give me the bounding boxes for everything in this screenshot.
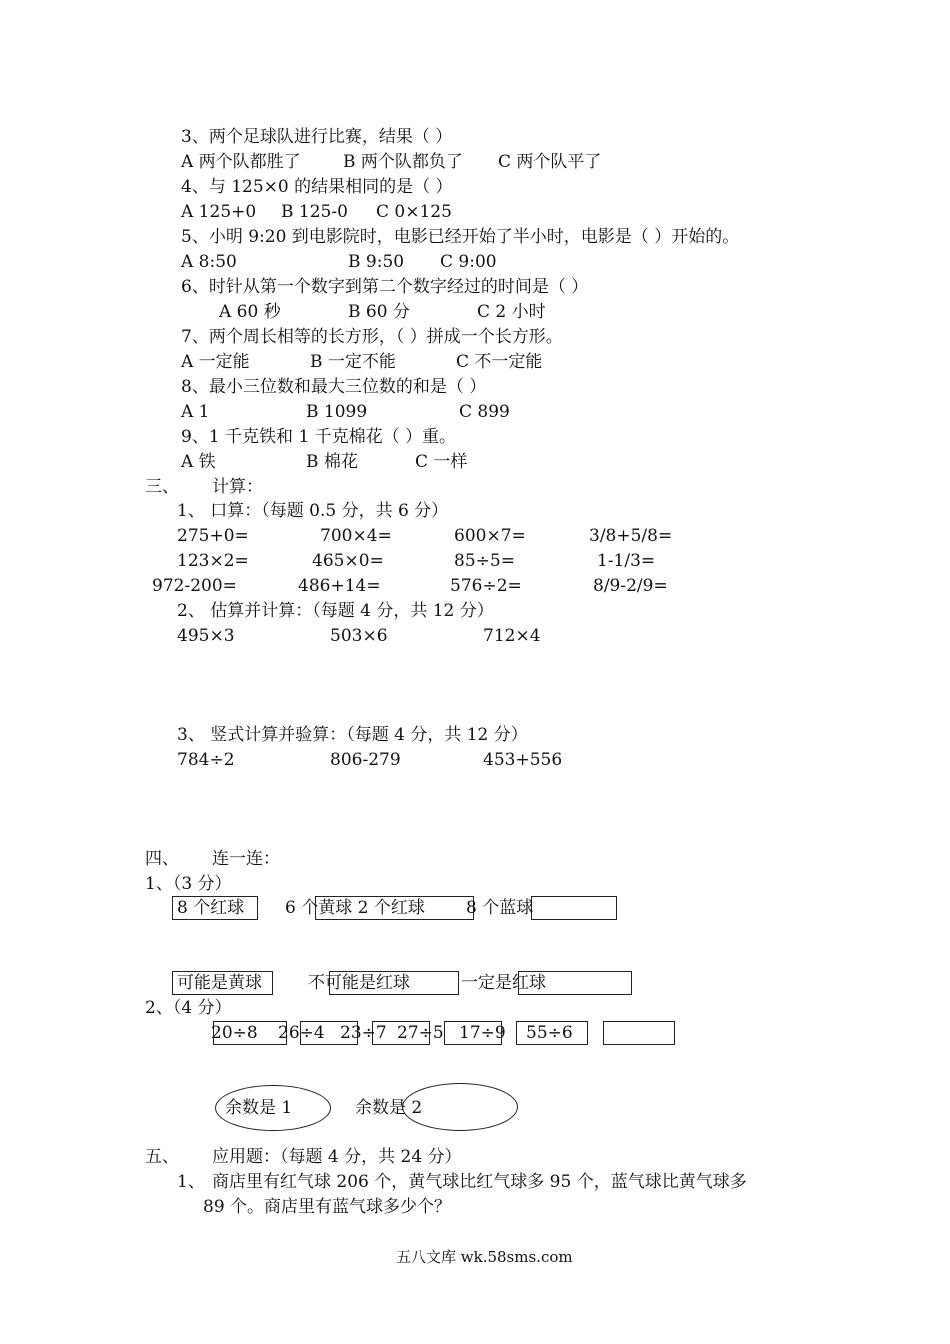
estimate-item: 503×6	[330, 626, 388, 646]
question-3-option-a: A 两个队都胜了	[181, 152, 301, 172]
question-4-option-a: A 125+0	[181, 202, 257, 222]
question-5-option-b: B 9:50	[348, 252, 405, 272]
question-8-option-a: A 1	[181, 402, 210, 422]
oral-calc-item: 3/8+5/8=	[589, 526, 673, 546]
division-item: 55÷6	[526, 1023, 573, 1043]
question-6-option-b: B 60 分	[348, 302, 410, 322]
section-4-number: 四、	[145, 849, 179, 869]
question-5-option-c: C 9:00	[440, 252, 497, 272]
match-item: 6 个黄球 2 个红球	[285, 898, 425, 918]
section-3-heading: 计算：	[212, 477, 263, 497]
matching-2-label: 2、（4 分）	[145, 998, 232, 1018]
division-item: 17÷9	[459, 1023, 506, 1043]
oral-calc-item: 486+14=	[298, 576, 381, 596]
division-box	[603, 1021, 675, 1045]
oral-calc-item: 123×2=	[177, 551, 249, 571]
match-item: 不可能是红球	[308, 973, 410, 993]
vertical-calc-title: 3、 竖式计算并验算：（每题 4 分，共 12 分）	[177, 725, 528, 745]
division-item: 20÷8	[211, 1023, 258, 1043]
question-6: 6、时针从第一个数字到第二个数字经过的时间是（ ）	[181, 277, 589, 297]
oral-calc-item: 8/9-2/9=	[593, 576, 668, 596]
match-item: 8 个红球	[177, 898, 245, 918]
oral-calc-item: 1-1/3=	[597, 551, 656, 571]
section-5-number: 五、	[145, 1147, 179, 1167]
question-5: 5、小明 9:20 到电影院时，电影已经开始了半小时，电影是（ ）开始的。	[181, 227, 740, 247]
oral-calc-item: 465×0=	[312, 551, 384, 571]
question-4-option-b: B 125-0	[281, 202, 348, 222]
word-problem-1-number: 1、	[177, 1172, 205, 1192]
question-7-option-a: A 一定能	[181, 352, 250, 372]
question-7: 7、两个周长相等的长方形，（ ）拼成一个长方形。	[181, 327, 563, 347]
question-7-option-b: B 一定不能	[310, 352, 396, 372]
vertical-calc-item: 806-279	[330, 750, 401, 770]
match-item: 一定是红球	[461, 973, 546, 993]
remainder-label: 余数是 1	[225, 1098, 293, 1118]
section-4-heading: 连一连：	[212, 849, 280, 869]
question-9-option-c: C 一样	[415, 452, 468, 472]
question-7-option-c: C 不一定能	[456, 352, 543, 372]
word-problem-1-text: 89 个。商店里有蓝气球多少个？	[203, 1197, 452, 1217]
question-4: 4、与 125×0 的结果相同的是（ ）	[181, 177, 453, 197]
question-3: 3、两个足球队进行比赛，结果（ ）	[181, 127, 453, 147]
match-item: 可能是黄球	[177, 973, 262, 993]
matching-1-label: 1、（3 分）	[145, 874, 232, 894]
division-item: 23÷7	[340, 1023, 387, 1043]
oral-calc-item: 700×4=	[320, 526, 392, 546]
vertical-calc-item: 784÷2	[177, 750, 235, 770]
section-5-heading: 应用题：（每题 4 分，共 24 分）	[212, 1147, 462, 1167]
remainder-label: 余数是 2	[355, 1098, 423, 1118]
oral-calc-item: 275+0=	[177, 526, 249, 546]
section-3-number: 三、	[145, 477, 179, 497]
question-9: 9、1 千克铁和 1 千克棉花（ ）重。	[181, 427, 457, 447]
estimate-item: 495×3	[177, 626, 235, 646]
oral-calc-item: 972-200=	[152, 576, 237, 596]
question-4-option-c: C 0×125	[376, 202, 452, 222]
word-problem-1-text: 商店里有红气球 206 个，黄气球比红气球多 95 个，蓝气球比黄气球多	[212, 1172, 747, 1192]
question-9-option-a: A 铁	[181, 452, 216, 472]
oral-calc-item: 600×7=	[454, 526, 526, 546]
division-item: 27÷5	[397, 1023, 444, 1043]
estimate-item: 712×4	[483, 626, 541, 646]
match-box	[531, 896, 617, 920]
question-5-option-a: A 8:50	[181, 252, 237, 272]
question-8-option-c: C 899	[459, 402, 510, 422]
question-3-option-c: C 两个队平了	[498, 152, 602, 172]
division-item: 26÷4	[278, 1023, 325, 1043]
question-8-option-b: B 1099	[306, 402, 368, 422]
estimate-title: 2、 估算并计算：（每题 4 分，共 12 分）	[177, 601, 494, 621]
question-8: 8、最小三位数和最大三位数的和是（ ）	[181, 377, 487, 397]
question-6-option-c: C 2 小时	[477, 302, 546, 322]
question-3-option-b: B 两个队都负了	[343, 152, 463, 172]
oral-calc-item: 85÷5=	[454, 551, 515, 571]
question-9-option-b: B 棉花	[306, 452, 358, 472]
question-6-option-a: A 60 秒	[219, 302, 281, 322]
match-item: 8 个蓝球	[466, 898, 534, 918]
vertical-calc-item: 453+556	[483, 750, 563, 770]
page-footer: 五八文库 wk.58sms.com	[396, 1248, 573, 1266]
oral-calc-item: 576÷2=	[450, 576, 522, 596]
oral-calc-title: 1、 口算：（每题 0.5 分，共 6 分）	[177, 501, 449, 521]
